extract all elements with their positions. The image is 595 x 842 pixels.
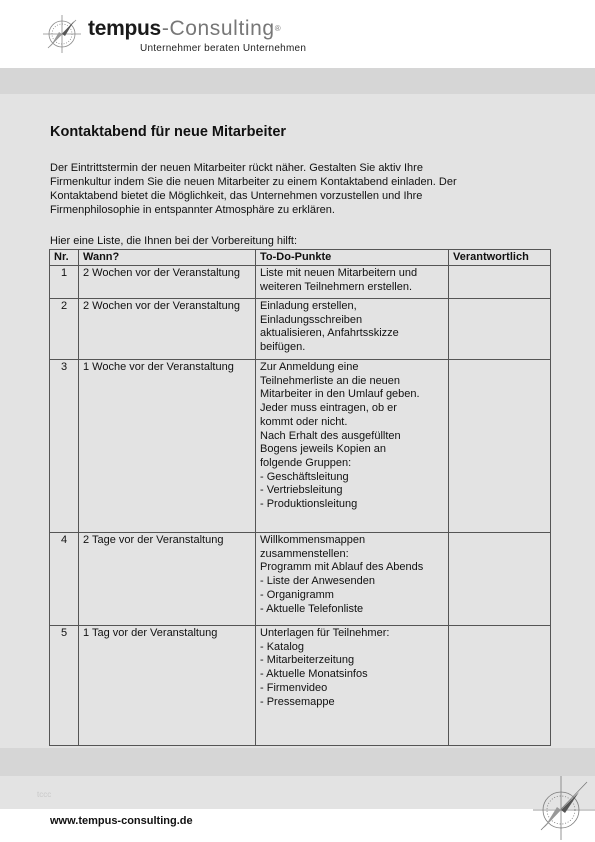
header-nr: Nr. xyxy=(50,250,79,266)
row-when: 2 Wochen vor der Veranstaltung xyxy=(79,299,256,360)
row-todo: Liste mit neuen Mitarbeitern und weiteren Teilnehmern erstellen. xyxy=(256,266,449,299)
row-todo: Willkommensmappen zusammenstellen: Programm mit Ablauf des Abends - Liste der Anwesenden - Organigramm - Aktuelle Telefonliste xyxy=(256,533,449,626)
compass-watermark-icon xyxy=(527,772,595,840)
row-responsible xyxy=(449,299,551,360)
list-intro-text: Hier eine Liste, die Ihnen bei der Vorbereitung hilft: xyxy=(50,235,298,247)
header-wann: Wann? xyxy=(79,250,256,266)
table-row xyxy=(50,360,551,533)
brand-name-light: -Consulting xyxy=(161,17,275,40)
row-todo: Einladung erstellen, Einladungsschreiben aktualisieren, Anfahrtsskizze beifügen. xyxy=(256,299,449,360)
table-row xyxy=(50,626,551,746)
header-todo: To-Do-Punkte xyxy=(256,250,449,266)
header-verantwortlich: Verantwortlich xyxy=(449,250,551,266)
page-marker: tccc xyxy=(37,790,52,799)
row-number: 2 xyxy=(50,299,79,360)
brand-tagline: Unternehmer beraten Unternehmen xyxy=(140,43,307,54)
row-responsible xyxy=(449,266,551,299)
brand-name-bold: tempus xyxy=(88,17,161,40)
row-responsible xyxy=(449,360,551,533)
row-todo: Zur Anmeldung eine Teilnehmerliste an die neuen Mitarbeiter in den Umlauf geben. Jeder muss eintragen, ob er kommt oder nicht. Nach Erhalt des ausgefüllten Bogens jeweils Kopien an folgende Gruppen: - Geschäftsleitung - Vertriebsleitung - Produktionsleitung xyxy=(256,360,449,533)
table-row xyxy=(50,299,551,360)
compass-logo-icon xyxy=(40,12,84,56)
row-number: 4 xyxy=(50,533,79,626)
table-header-row xyxy=(50,250,551,266)
row-number: 1 xyxy=(50,266,79,299)
table-row xyxy=(50,266,551,299)
brand-logo-text xyxy=(88,17,281,41)
row-when: 2 Wochen vor der Veranstaltung xyxy=(79,266,256,299)
footer-area xyxy=(0,776,595,809)
footer-band xyxy=(0,748,595,776)
row-number: 3 xyxy=(50,360,79,533)
page-header xyxy=(0,0,595,68)
row-responsible xyxy=(449,626,551,746)
header-band xyxy=(0,68,595,94)
registered-mark: ® xyxy=(274,24,281,33)
row-when: 1 Woche vor der Veranstaltung xyxy=(79,360,256,533)
intro-paragraph: Der Eintrittstermin der neuen Mitarbeiter rückt näher. Gestalten Sie aktiv Ihre Firmenkultur indem Sie die neuen Mitarbeiter zu einem Kontaktabend einladen. Der Kontaktabend bietet die Möglichkeit, das Unternehmen vorzustellen und Ihre Firmenphilosophie in entspannter Atmosphäre zu erklären. xyxy=(50,162,457,216)
document-title: Kontaktabend für neue Mitarbeiter xyxy=(50,124,287,140)
todo-table xyxy=(49,249,551,746)
row-when: 2 Tage vor der Veranstaltung xyxy=(79,533,256,626)
row-todo: Unterlagen für Teilnehmer: - Katalog - Mitarbeiterzeitung - Aktuelle Monatsinfos - Firmenvideo - Pressemappe xyxy=(256,626,449,746)
table-row xyxy=(50,533,551,626)
row-responsible xyxy=(449,533,551,626)
row-number: 5 xyxy=(50,626,79,746)
footer-url: www.tempus-consulting.de xyxy=(50,815,193,827)
row-when: 1 Tag vor der Veranstaltung xyxy=(79,626,256,746)
